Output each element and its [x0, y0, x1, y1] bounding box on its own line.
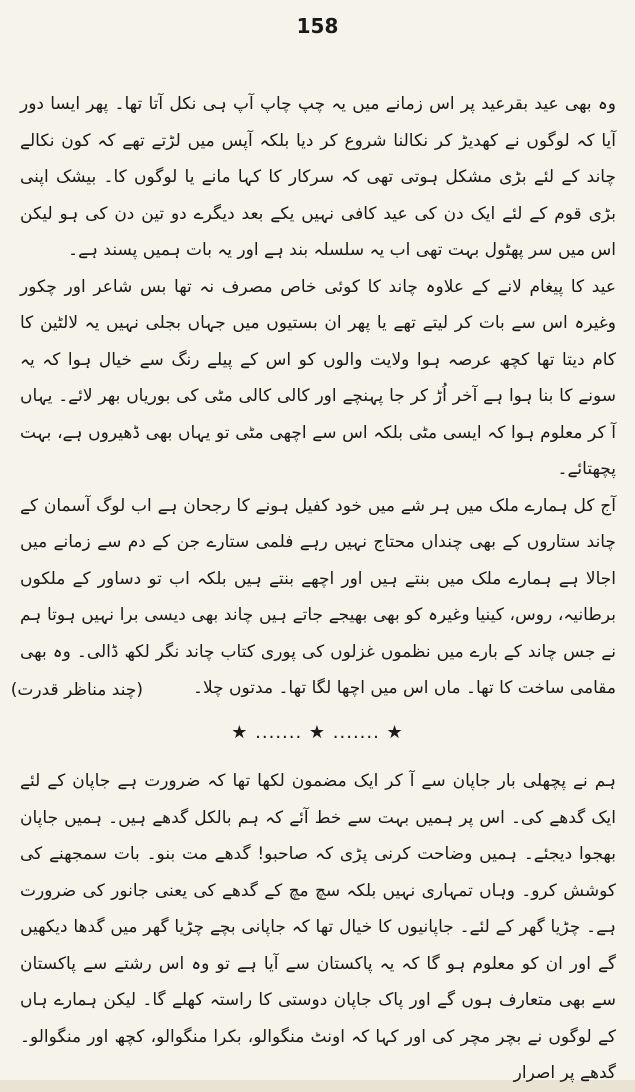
- page-number: 158: [296, 14, 339, 38]
- paragraph: آج کل ہمارے ملک میں ہر شے میں خود کفیل ہونے کا رجحان ہے اب لوگ آسمان کے چاند ستاروں کے بھی چنداں محتاج نہیں رہے فلمی ستارے جن کے دم سے زمانے میں اجالا ہے ہمارے ملک میں بنتے ہیں اور اچھے بنتے ہیں بلکہ اب تو دساور کے ملکوں برطانیہ، روس، کینیا وغیرہ کو بھی بھیجے جاتے ہیں چاند بھی دیسی برا نہیں ہوتا ہم نے جس چاند کے بارے میں نظموں غزلوں کی پوری کتاب چاند نگر لکھ ڈالی۔ وہ بھی مقامی ساخت کا تھا۔ ماں اس میں اچھا لگا تھا۔ مدتوں چلا۔: [20, 495, 616, 698]
- source-citation: (چند مناظر قدرت): [10, 680, 143, 700]
- paragraph: ہم نے پچھلی بار جاپان سے آ کر ایک مضمون لکھا تھا کہ ضرورت ہے جاپان کے لئے ایک گدھے کی۔ اس پر ہمیں بہت سے خط آئے کہ ہم بالکل گدھے ہیں۔ ہمیں جاپان بھجوا دیجئے۔ ہمیں وضاحت کرنی پڑی کہ صاحبو! گدھے مت بنو۔ بات سمجھنے کی کوشش کرو۔ وہاں تمہاری نہیں بلکہ سچ مچ کے گدھے کی یعنی جانور کی ضرورت ہے۔ چڑیا گھر کے لئے۔ جاپانیوں کا خیال تھا کہ جاپانی بچے چڑیا گھر میں گدھا دیکھیں گے اور ان کو معلوم ہو گا کہ یہ پاکستان سے آیا ہے تو وہ اس رشتے سے پاکستان سے بھی متعارف ہوں گے اور پاک جاپان دوستی کا راستہ کھلے گا۔ لیکن ہمارے ہاں کے لوگوں نے بچر مچر کی اور کہا کہ اونٹ منگوالو، بکرا منگوالو، کچھ اور منگوالو۔ گدھے پر اصرار: [20, 771, 616, 1083]
- section-2-text: [20, 763, 616, 1092]
- section-1-text: [20, 86, 616, 707]
- paragraph: عید کا پیغام لانے کے علاوہ چاند کا کوئی خاص مصرف نہ تھا بس شاعر اور چکور وغیرہ اس سے بات کر لیتے تھے یا پھر ان بستیوں میں جہاں بجلی نہیں یہ لالٹین کا کام دیتا تھا کچھ عرصہ ہوا ولایت والوں کو اس کے پیلے رنگ سے خیال ہوا کہ یہ سونے کا بنا ہوا ہے آخر اُڑ کر جا پہنچے اور کالی کالی مٹی کی بوریاں بھر لائے۔ یہاں آ کر معلوم ہوا کہ ایسی مٹی بلکہ اس سے اچھی مٹی تو یہاں بھی ڈھیروں ہے، بہت پچھتائے۔: [20, 276, 616, 479]
- paragraph: وہ بھی عید بقرعید پر اس زمانے میں یہ چپ چاپ آپ ہی نکل آتا تھا۔ پھر ایسا دور آیا کہ لوگوں نے کھدیڑ کر نکالنا شروع کر دیا بلکہ آپس میں لڑتے تھے کہ کون نکالے چاند کے لئے بڑی مشکل ہوتی تھی کہ سرکار کا کہا مانے یا لوگوں کا۔ بیشک اپنی بڑی قوم کے لئے ایک دن کی عید کافی نہیں یکے بعد دیگرے دو تین دن کی ہو لیکن اس میں سر پھٹول بہت تھی اب یہ سلسلہ بند ہے اور یہ بات ہمیں پسند ہے۔: [20, 94, 616, 260]
- section-divider: ★ ....... ★ ....... ★: [231, 722, 404, 743]
